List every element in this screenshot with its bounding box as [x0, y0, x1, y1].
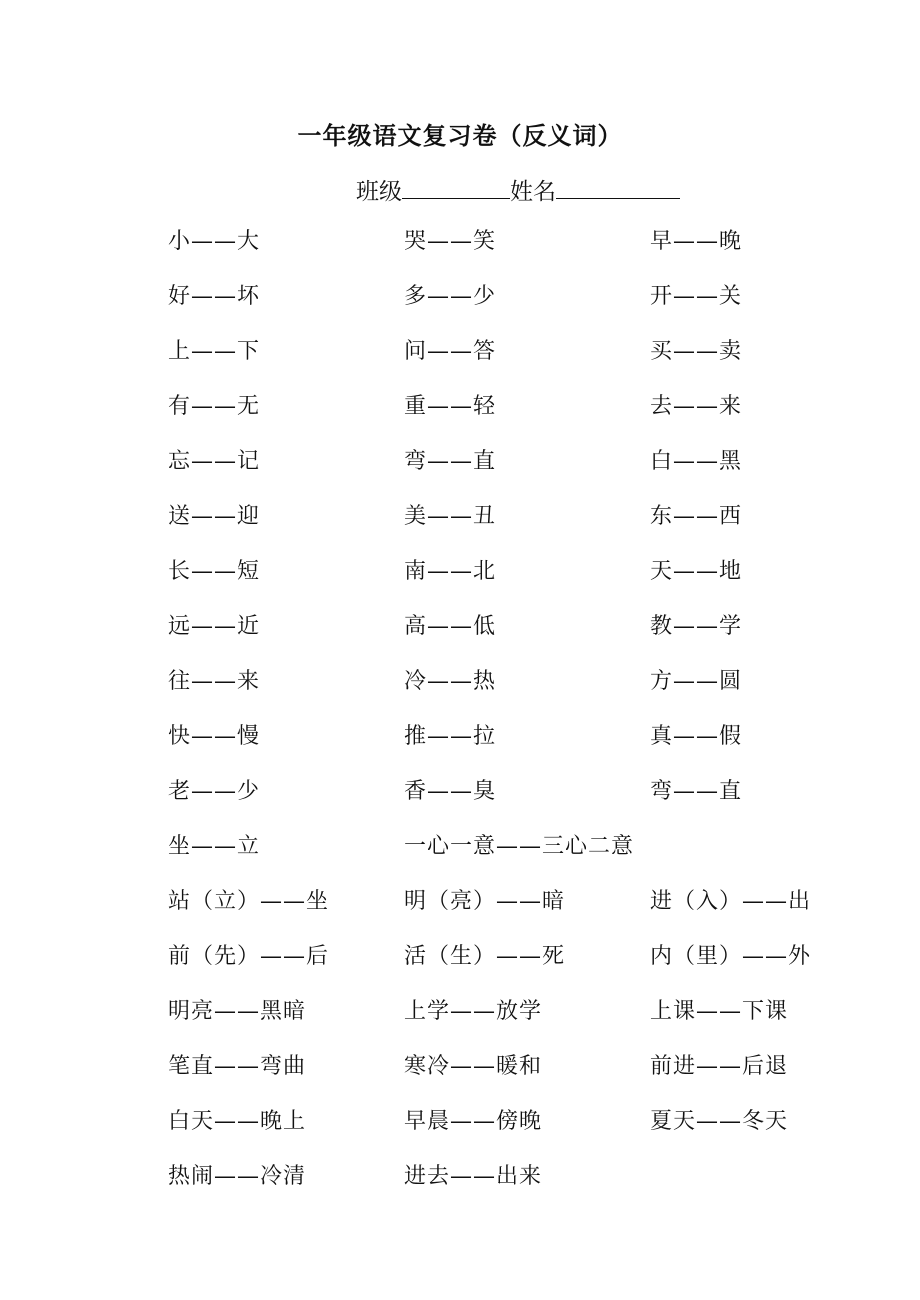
antonym-row [0, 609, 920, 664]
antonym-pair: 快——慢 [168, 724, 261, 749]
antonym-pair: 买——卖 [650, 339, 743, 364]
antonym-row [0, 884, 920, 939]
antonym-pair: 上学——放学 [404, 999, 543, 1024]
antonym-row [0, 939, 920, 994]
antonym-pair: 往——来 [168, 669, 261, 694]
antonym-pair: 好——坏 [168, 284, 261, 309]
antonym-pair: 问——答 [404, 339, 497, 364]
antonym-pair: 小——大 [168, 229, 261, 254]
antonym-row [0, 1104, 920, 1159]
class-label: 班级 [356, 179, 402, 205]
antonym-pair: 进去——出来 [404, 1164, 543, 1189]
antonym-pair: 前进——后退 [650, 1054, 789, 1079]
antonym-pair: 东——西 [650, 504, 743, 529]
antonym-pair: 早晨——傍晚 [404, 1109, 543, 1134]
antonym-row [0, 499, 920, 554]
antonym-pair: 弯——直 [650, 779, 743, 804]
antonym-pair: 上课——下课 [650, 999, 789, 1024]
antonym-row [0, 444, 920, 499]
antonym-row [0, 554, 920, 609]
antonym-pair: 站（立）——坐 [168, 889, 330, 914]
antonym-pair: 南——北 [404, 559, 497, 584]
antonym-row [0, 334, 920, 389]
antonym-pair: 开——关 [650, 284, 743, 309]
antonym-pair: 送——迎 [168, 504, 261, 529]
antonym-pair: 去——来 [650, 394, 743, 419]
antonym-pair: 明（亮）——暗 [404, 889, 566, 914]
page-title: 一年级语文复习卷（反义词） [297, 121, 623, 150]
antonym-pair: 坐——立 [168, 834, 261, 859]
antonym-row [0, 829, 920, 884]
antonym-row [0, 664, 920, 719]
antonym-pair: 一心一意——三心二意 [404, 834, 635, 859]
antonym-pair: 香——臭 [404, 779, 497, 804]
antonym-pair: 真——假 [650, 724, 743, 749]
antonym-row [0, 224, 920, 279]
antonym-grid [0, 224, 920, 1214]
antonym-pair: 长——短 [168, 559, 261, 584]
antonym-row [0, 994, 920, 1049]
name-blank[interactable] [556, 170, 680, 199]
antonym-pair: 弯——直 [404, 449, 497, 474]
antonym-pair: 冷——热 [404, 669, 497, 694]
antonym-pair: 寒冷——暖和 [404, 1054, 543, 1079]
antonym-pair: 有——无 [168, 394, 261, 419]
antonym-pair: 重——轻 [404, 394, 497, 419]
antonym-row [0, 774, 920, 829]
antonym-pair: 哭——笑 [404, 229, 497, 254]
antonym-pair: 推——拉 [404, 724, 497, 749]
antonym-pair: 美——丑 [404, 504, 497, 529]
name-label: 姓名 [510, 179, 556, 205]
antonym-pair: 天——地 [650, 559, 743, 584]
antonym-pair: 白天——晚上 [168, 1109, 307, 1134]
antonym-pair: 活（生）——死 [404, 944, 566, 969]
antonym-row [0, 279, 920, 334]
antonym-row [0, 1159, 920, 1214]
antonym-row [0, 719, 920, 774]
antonym-pair: 忘——记 [168, 449, 261, 474]
antonym-pair: 教——学 [650, 614, 743, 639]
class-blank[interactable] [402, 170, 510, 199]
student-info-line [356, 170, 680, 206]
antonym-pair: 笔直——弯曲 [168, 1054, 307, 1079]
antonym-pair: 内（里）——外 [650, 944, 812, 969]
antonym-pair: 多——少 [404, 284, 497, 309]
antonym-pair: 进（入）——出 [650, 889, 812, 914]
antonym-pair: 夏天——冬天 [650, 1109, 789, 1134]
antonym-pair: 白——黑 [650, 449, 743, 474]
antonym-pair: 高——低 [404, 614, 497, 639]
antonym-pair: 早——晚 [650, 229, 743, 254]
antonym-row [0, 1049, 920, 1104]
antonym-pair: 热闹——冷清 [168, 1164, 307, 1189]
antonym-pair: 明亮——黑暗 [168, 999, 307, 1024]
antonym-pair: 前（先）——后 [168, 944, 330, 969]
antonym-pair: 老——少 [168, 779, 261, 804]
antonym-pair: 上——下 [168, 339, 261, 364]
antonym-row [0, 389, 920, 444]
antonym-pair: 方——圆 [650, 669, 743, 694]
antonym-pair: 远——近 [168, 614, 261, 639]
